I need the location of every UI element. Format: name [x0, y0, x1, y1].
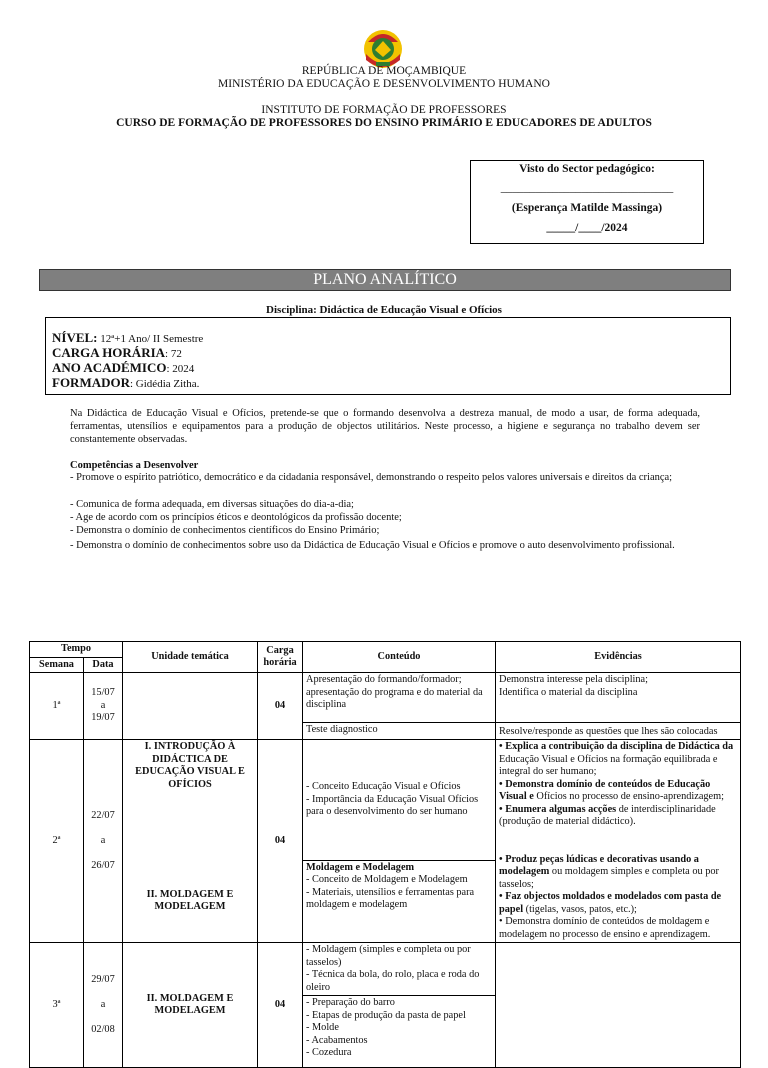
plan-title-banner: PLANO ANALÍTICO [39, 269, 731, 291]
hours-cell: 04 [258, 740, 303, 943]
content-cell: - Preparação do barro - Etapas de produção da pasta de papel - Molde - Acabamentos - Cozedura [303, 996, 496, 1068]
course-heading: CURSO DE FORMAÇÃO DE PROFESSORES DO ENSINO PRIMÁRIO E EDUCADORES DE ADULTOS [116, 117, 652, 129]
visto-date: _____/____/2024 [546, 222, 628, 234]
visto-name: (Esperança Matilde Massinga) [511, 202, 663, 214]
evidence-cell: Resolve/responde as questões que lhes são colocadas [496, 723, 741, 740]
competencias-title: Competências a Desenvolver [70, 460, 199, 471]
date-cell: 29/07 a 02/08 [84, 943, 123, 1068]
republic-heading: REPÚBLICA DE MOÇAMBIQUE [301, 65, 467, 77]
competencias-item: - Comunica de forma adequada, em diversas situações do dia-a-dia; [70, 499, 354, 510]
content-cell: - Conceito Educação Visual e Ofícios - Importância da Educação Visual Ofícios para o desenvolvimento do ser humano [303, 740, 496, 861]
competencias-item: - Demonstra o domínio de conhecimentos científicos do Ensino Primário; [70, 525, 380, 536]
header-data: Data [84, 657, 123, 673]
header-semana: Semana [30, 657, 84, 673]
unit-cell: I. INTRODUÇÃO À DIDÁCTICA DE EDUCAÇÃO VISUAL E OFÍCIOS [123, 740, 258, 861]
visto-title: Visto do Sector pedagógico: [519, 163, 655, 175]
content-cell: - Moldagem (simples e completa ou por tasselos) - Técnica da bola, do rolo, placa e roda do oleiro [303, 943, 496, 996]
evidence-cell: • Explica a contribuição da disciplina de Didáctica da Educação Visual e Ofícios na formação equilibrada e integral do ser humano; • Demonstra domínio de conteúdos de Educação Visual e Ofícios no processo de ensino-aprendizagem; • Enumera algumas acções de interdisciplinaridade (produção de material didáctico). • Produz peças lúdicas e decorativas usando a modelagem ou moldagem simples e completa ou por tasselos; • Faz objectos moldados e modelados com pasta de papel (tigelas, vasos, patos, etc.); • Demonstra domínio de conteúdos de moldagem e modelagem no processo de ensino e aprendizagem. [496, 740, 741, 943]
unit-cell: II. MOLDAGEM E MODELAGEM [123, 943, 258, 1068]
competencias-item: - Promove o espírito patriótico, democrático e da cidadania responsável, demonstrando o respeito pelos valores universais e direitos da criança; [70, 472, 673, 483]
header-unidade: Unidade temática [123, 642, 258, 673]
info-ano: ANO ACADÉMICO: 2024 [52, 360, 195, 375]
competencias-item: - Demonstra o domínio de conhecimentos sobre uso da Didáctica de Educação Visual e Ofícios e promove o auto desenvolvimento profissional. [70, 540, 675, 551]
header-conteudo: Conteúdo [303, 642, 496, 673]
evidence-cell: Demonstra interesse pela disciplina; Identifica o material da disciplina [496, 673, 741, 723]
week-cell: 2ª [30, 740, 84, 943]
visto-signature-line: ______________________________ [500, 182, 674, 194]
discipline-title: Disciplina: Didáctica de Educação Visual e Ofícios [266, 304, 502, 316]
info-formador: FORMADOR: Gidédia Zitha. [52, 375, 200, 390]
hours-cell: 04 [258, 943, 303, 1068]
date-cell: 15/07 a 19/07 [84, 673, 123, 740]
header-evidencias: Evidências [496, 642, 741, 673]
intro-paragraph: Na Didáctica de Educação Visual e Ofícios, pretende-se que o formando desenvolva a destreza manual, de modo a usar, de forma adequada, ferramentas, utensílios e equipamentos para a produção de objectos utilitários. Neste processo, a higiene e segurança no trabalho devem ser constantemente observadas. [70, 408, 700, 445]
ministry-heading: MINISTÉRIO DA EDUCAÇÃO E DESENVOLVIMENTO HUMANO [218, 78, 550, 90]
week-cell: 1ª [30, 673, 84, 740]
content-cell: Apresentação do formando/formador; apresentação do programa e do material da disciplina [303, 673, 496, 723]
unit-cell: II. MOLDAGEM E MODELAGEM [123, 860, 258, 942]
unit-cell [123, 673, 258, 740]
week-cell: 3ª [30, 943, 84, 1068]
header-carga: Carga horária [258, 642, 303, 673]
competencias-item: - Age de acordo com os princípios éticos e deontológicos da profissão docente; [70, 512, 402, 523]
plan-table [29, 641, 741, 1068]
content-cell: Moldagem e Modelagem - Conceito de Moldagem e Modelagem - Materiais, utensílios e ferramentas para moldagem e modelagem [303, 860, 496, 942]
content-cell: Teste diagnostico [303, 723, 496, 740]
info-nivel: NÍVEL: 12ª+1 Ano/ II Semestre [52, 330, 204, 345]
visto-box [470, 160, 704, 244]
evidence-cell [496, 943, 741, 1068]
hours-cell: 04 [258, 673, 303, 740]
header-tempo: Tempo [30, 642, 123, 658]
info-carga: CARGA HORÁRIA: 72 [52, 345, 182, 360]
institute-heading: INSTITUTO DE FORMAÇÃO DE PROFESSORES [261, 104, 507, 116]
date-cell: 22/07 a 26/07 [84, 740, 123, 943]
coat-of-arms-emblem [362, 28, 404, 70]
